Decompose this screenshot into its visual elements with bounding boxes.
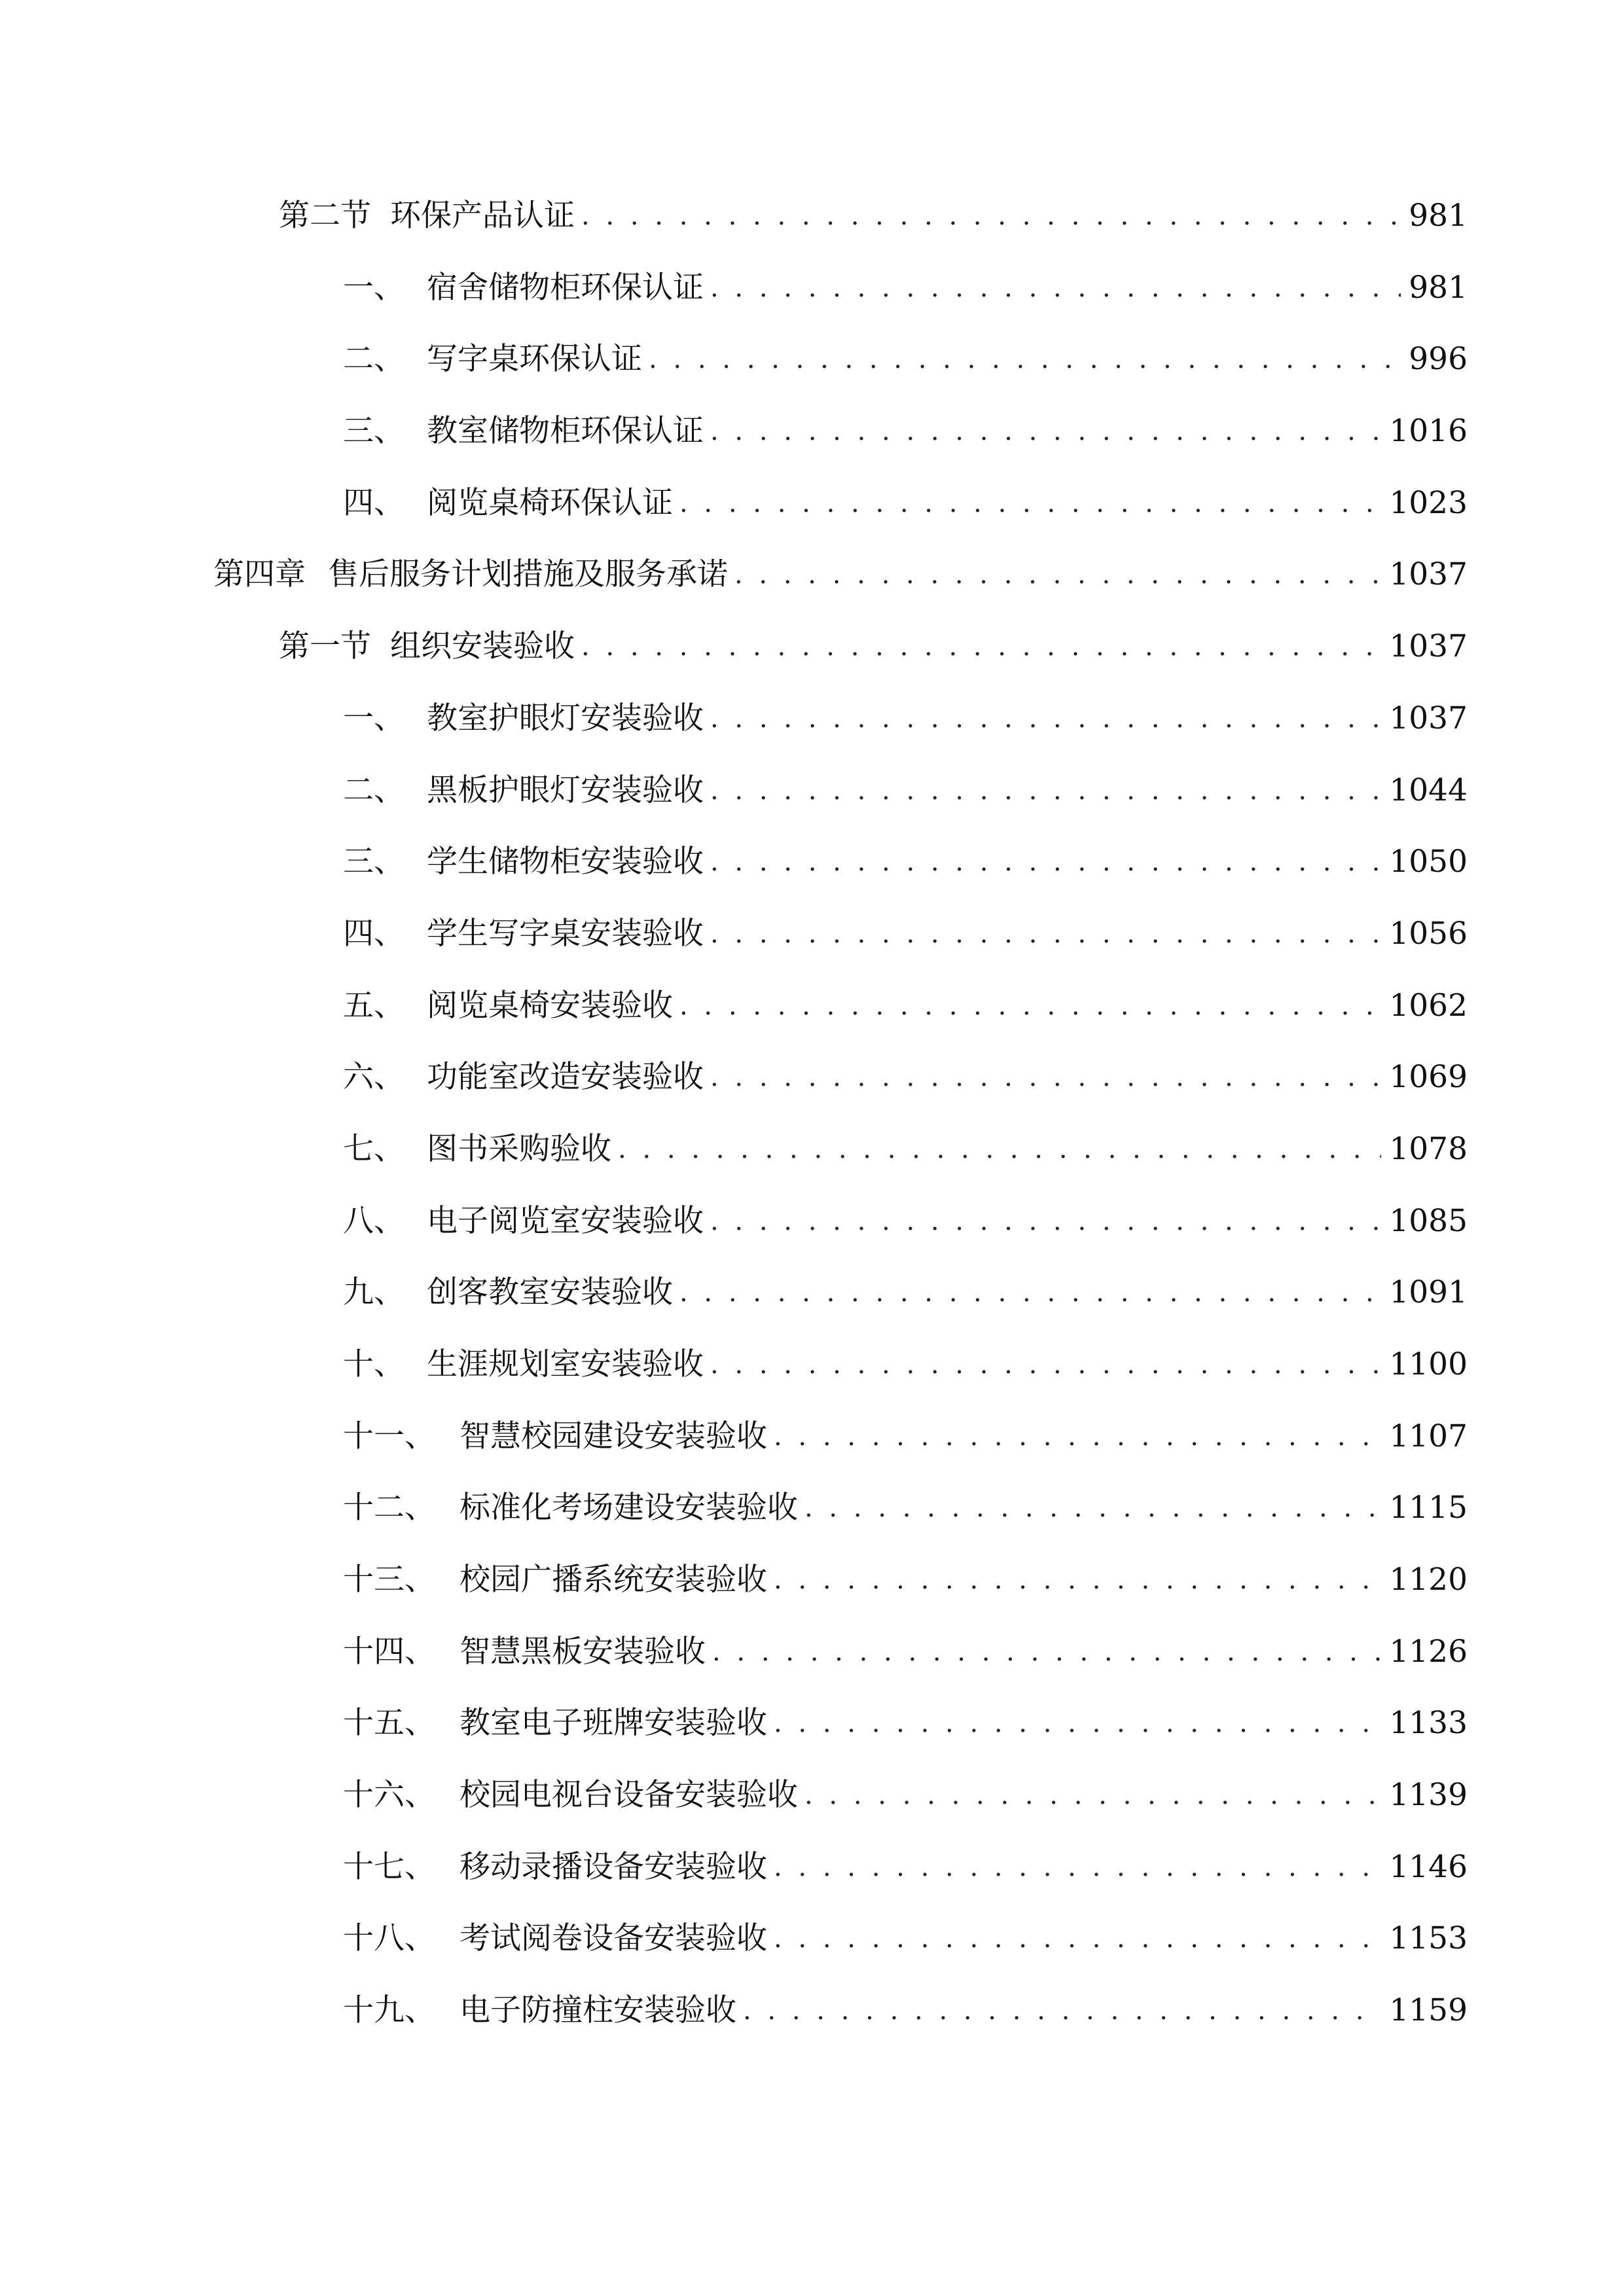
toc-entry-title: 写字桌环保认证 [427,341,642,377]
dot-leader [774,1912,1381,1965]
toc-entry-number: 一、 [343,270,405,306]
dot-leader [774,1554,1381,1606]
toc-entry[interactable] [343,405,1468,457]
dot-leader [679,477,1381,529]
toc-entry-number: 二、 [343,772,405,808]
toc-entry-title: 学生储物柜安装验收 [427,844,704,880]
toc-entry-number: 十七、 [343,1849,435,1885]
toc-entry-number: 十五、 [343,1705,435,1741]
toc-entry[interactable] [343,1410,1468,1463]
toc-entry-page: 1085 [1389,1203,1468,1239]
toc-entry-number: 五、 [343,988,405,1024]
dot-leader [734,548,1381,601]
toc-entry-page: 1023 [1389,485,1468,521]
toc-entry-number: 一、 [343,700,405,736]
toc-entry-page: 1016 [1389,413,1468,449]
toc-entry[interactable] [343,836,1468,888]
toc-entry-title: 阅览桌椅安装验收 [427,988,673,1024]
toc-entry-title: 黑板护眼灯安装验收 [427,772,704,808]
toc-entry[interactable] [343,908,1468,960]
toc-entry[interactable] [213,548,1468,601]
toc-entry-number: 四、 [343,916,405,952]
toc-entry[interactable] [279,620,1468,673]
dot-leader [804,1482,1381,1534]
toc-entry-title: 智慧校园建设安装验收 [460,1418,767,1454]
toc-entry-title: 环保产品认证 [390,198,575,234]
toc-entry-page: 1133 [1389,1705,1468,1741]
toc-entry-page: 1056 [1389,916,1468,952]
dot-leader [710,405,1381,457]
toc-entry-number: 十二、 [343,1490,435,1526]
toc-entry-title: 校园广播系统安装验收 [460,1562,767,1598]
toc-entry-title: 功能室改造安装验收 [427,1059,704,1095]
toc-entry[interactable] [343,1984,1468,2037]
toc-entry[interactable] [343,1841,1468,1893]
dot-leader [710,1051,1381,1103]
toc-entry-title: 组织安装验收 [390,628,575,664]
toc-entry[interactable] [343,764,1468,817]
dot-leader [743,1984,1381,2037]
toc-entry-number: 十四、 [343,1634,435,1670]
toc-entry[interactable] [343,333,1468,386]
toc-entry[interactable] [343,692,1468,745]
toc-entry[interactable] [343,1195,1468,1247]
toc-entry-page: 996 [1409,341,1468,377]
toc-entry-number: 第一节 [279,628,371,664]
toc-entry[interactable] [343,1051,1468,1103]
toc-entry-page: 1050 [1389,844,1468,880]
dot-leader [581,620,1381,673]
dot-leader [710,262,1401,314]
toc-entry-number: 十六、 [343,1777,435,1813]
dot-leader [679,1266,1381,1319]
toc-entry-page: 1115 [1389,1490,1468,1526]
toc-entry-page: 1107 [1389,1418,1468,1454]
toc-entry-page: 1146 [1389,1849,1468,1885]
toc-entry-number: 二、 [343,341,405,377]
dot-leader [710,764,1381,817]
toc-entry-title: 校园电视台设备安装验收 [460,1777,798,1813]
toc-entry-title: 智慧黑板安装验收 [460,1634,706,1670]
toc-entry-number: 十八、 [343,1920,435,1956]
toc-entry-title: 售后服务计划措施及服务承诺 [328,556,728,592]
toc-entry-page: 1037 [1389,628,1468,664]
toc-entry-page: 1037 [1389,700,1468,736]
toc-entry[interactable] [343,1626,1468,1678]
toc-entry-number: 十三、 [343,1562,435,1598]
toc-entry-page: 1100 [1389,1346,1468,1382]
toc-entry-title: 图书采购验收 [427,1131,611,1167]
toc-entry-number: 三、 [343,844,405,880]
toc-entry-title: 宿舍储物柜环保认证 [427,270,704,306]
toc-entry[interactable] [343,1912,1468,1965]
toc-entry-page: 1037 [1389,556,1468,592]
toc-entry[interactable] [343,1266,1468,1319]
toc-entry-title: 教室电子班牌安装验收 [460,1705,767,1741]
toc-entry-page: 1159 [1389,1992,1468,2028]
toc-entry-title: 标准化考场建设安装验收 [460,1490,798,1526]
toc-entry-page: 981 [1409,198,1468,234]
toc-entry-number: 十、 [343,1346,405,1382]
dot-leader [774,1697,1381,1749]
toc-entry-page: 1091 [1389,1274,1468,1310]
toc-entry-title: 移动录播设备安装验收 [460,1849,767,1885]
toc-entry-number: 第四章 [213,556,306,592]
toc-entry[interactable] [343,1769,1468,1821]
toc-entry[interactable] [343,1123,1468,1175]
toc-entry-page: 1126 [1389,1634,1468,1670]
toc-entry-number: 十一、 [343,1418,435,1454]
dot-leader [710,692,1381,745]
toc-entry-number: 三、 [343,413,405,449]
toc-entry[interactable] [343,262,1468,314]
toc-entry-number: 四、 [343,485,405,521]
toc-entry-title: 创客教室安装验收 [427,1274,673,1310]
toc-entry[interactable] [343,1697,1468,1749]
dot-leader [710,836,1381,888]
toc-entry-page: 1120 [1389,1562,1468,1598]
toc-entry-title: 学生写字桌安装验收 [427,916,704,952]
toc-entry-page: 1069 [1389,1059,1468,1095]
toc-entry-page: 1153 [1389,1920,1468,1956]
toc-entry-title: 教室护眼灯安装验收 [427,700,704,736]
toc-entry[interactable] [343,1482,1468,1534]
dot-leader [774,1410,1381,1463]
toc-entry[interactable] [343,980,1468,1032]
toc-entry-number: 第二节 [279,198,371,234]
toc-entry-page: 1078 [1389,1131,1468,1167]
toc-entry[interactable] [343,1554,1468,1606]
toc-entry-title: 教室储物柜环保认证 [427,413,704,449]
toc-entry-number: 十九、 [343,1992,435,2028]
dot-leader [649,333,1401,386]
toc-entry[interactable] [343,477,1468,529]
toc-entry-title: 阅览桌椅环保认证 [427,485,673,521]
toc-entry-page: 981 [1409,270,1468,306]
dot-leader [581,190,1401,242]
toc-entry-number: 六、 [343,1059,405,1095]
toc-entry-number: 九、 [343,1274,405,1310]
dot-leader [679,980,1381,1032]
toc-entry[interactable] [279,190,1468,242]
dot-leader [710,1338,1381,1391]
toc-entry-page: 1139 [1389,1777,1468,1813]
dot-leader [712,1626,1381,1678]
toc-entry-title: 考试阅卷设备安装验收 [460,1920,767,1956]
toc-entry-number: 八、 [343,1203,405,1239]
dot-leader [618,1123,1381,1175]
toc-entry-number: 七、 [343,1131,405,1167]
toc-entry-page: 1044 [1389,772,1468,808]
toc-entry-title: 电子防撞柱安装验收 [460,1992,736,2028]
dot-leader [804,1769,1381,1821]
toc-entry-title: 电子阅览室安装验收 [427,1203,704,1239]
dot-leader [710,1195,1381,1247]
toc-entry-title: 生涯规划室安装验收 [427,1346,704,1382]
toc-entry-page: 1062 [1389,988,1468,1024]
dot-leader [774,1841,1381,1893]
toc-entry[interactable] [343,1338,1468,1391]
dot-leader [710,908,1381,960]
